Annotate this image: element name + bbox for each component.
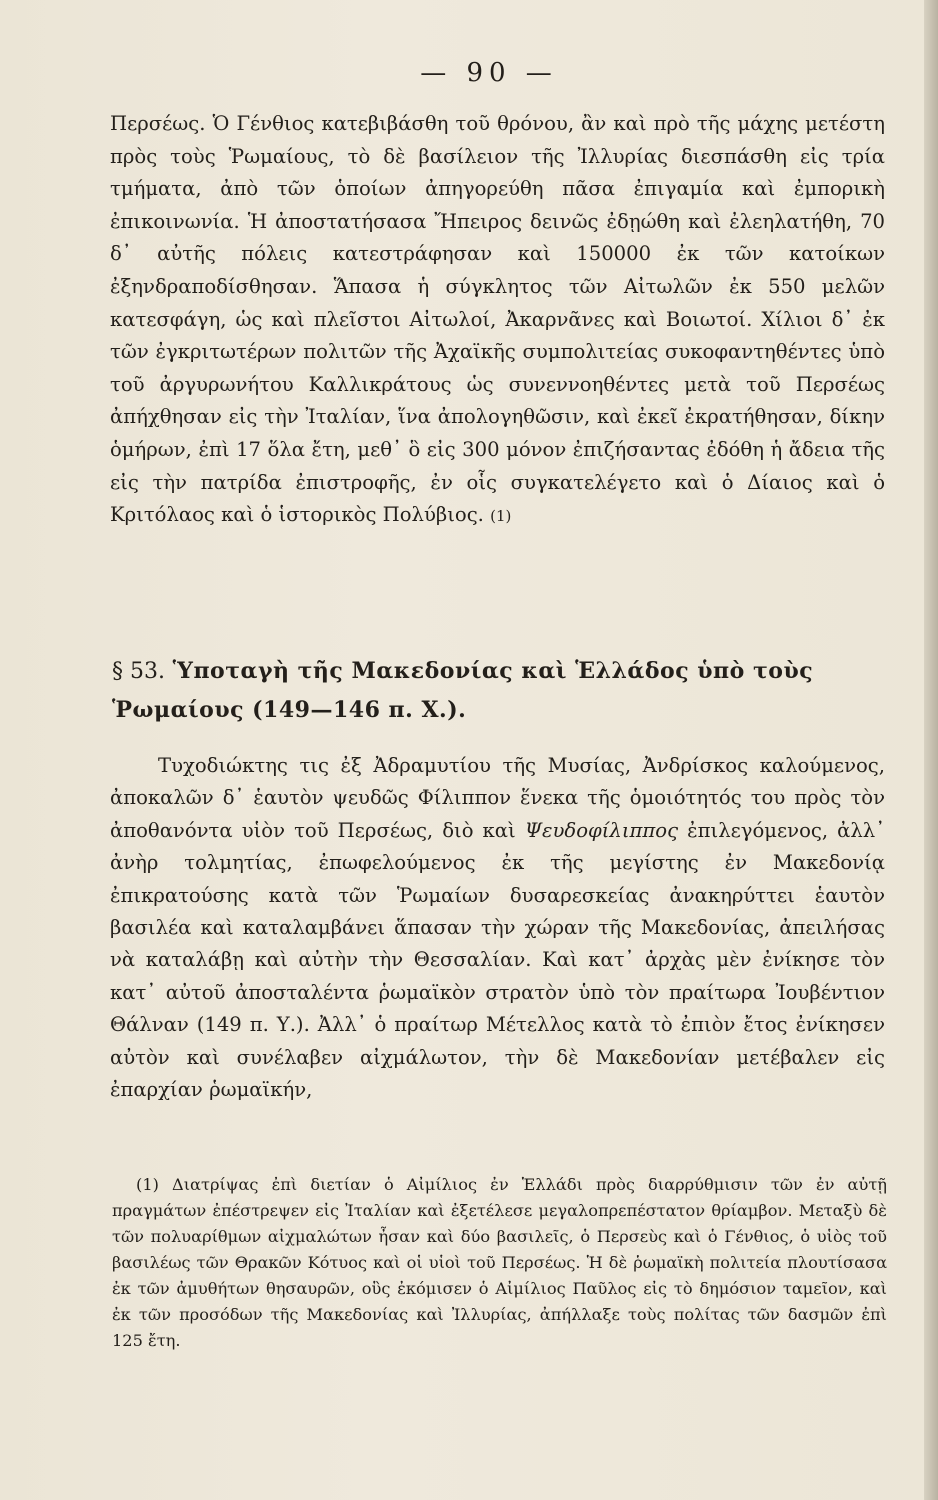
paragraph-1 [110,108,885,533]
paragraph-2-emphasis: Ψευδοφίλιππος [524,818,679,842]
paragraph-1-text: Περσέως. Ὁ Γένθιος κατεβιβάσθη τοῦ θρόνου, ἂν καὶ πρὸ τῆς μάχης μετέστη πρὸς τοὺς Ῥωμαίους, τὸ δὲ βασίλειον τῆς Ἰλλυρίας διεσπάσθη εἰς τρία τμήματα, ἀπὸ τῶν ὁποίων ἀπηγορεύθη πᾶσα ἐπιγαμία καὶ ἐμπορικὴ ἐπικοινωνία. Ἡ ἀποστατήσασα Ἤπειρος δεινῶς ἐδῃώθη καὶ ἐλεηλατήθη, 70 δ᾿ αὐτῆς πόλεις κατεστράφησαν καὶ 150000 ἐκ τῶν κατοίκων ἐξηνδραποδίσθησαν. Ἅπασα ἡ σύγκλητος τῶν Αἰτωλῶν ἐκ 550 μελῶν κατεσφάγη, ὡς καὶ πλεῖστοι Αἰτωλοί, Ἀκαρνᾶνες καὶ Βοιωτοί. Χίλιοι δ᾿ ἐκ τῶν ἐγκριτωτέρων πολιτῶν τῆς Ἀχαϊκῆς συμπολιτείας συκοφαντηθέντες ὑπὸ τοῦ ἀργυρωνήτου Καλλικράτους ὡς συνεννοηθέντες μετὰ τοῦ Περσέως ἀπήχθησαν εἰς τὴν Ἰταλίαν, ἵνα ἀπολογηθῶσιν, καὶ ἐκεῖ ἐκρατήθησαν, δίκην ὁμήρων, ἐπὶ 17 ὅλα ἔτη, μεθ᾿ ὃ εἰς 300 μόνον ἐπιζήσαντας ἐδόθη ἡ ἄδεια τῆς εἰς τὴν πατρίδα ἐπιστροφῆς, ἐν οἷς συγκατελέγετο καὶ ὁ Δίαιος καὶ ὁ Κριτόλαος καὶ ὁ ἱστορικὸς Πολύβιος. [110,112,885,527]
page-edge-shadow [924,0,938,1500]
section-heading [112,652,887,729]
footnote-mark: (1) [136,1175,159,1194]
paragraph-2-text-b: ἐπιλεγόμενος, ἀλλ᾿ ἀνὴρ τολμητίας, ἐπωφελούμενος ἐκ τῆς μεγίστης ἐν Μακεδονίᾳ ἐπικρατούσης κατὰ τῶν Ῥωμαίων δυσαρεσκείας ἀνακηρύττει ἑαυτὸν βασιλέα καὶ καταλαμβάνει ἅπασαν τὴν χώραν τῆς Μακεδονίας, ἀπειλήσας νὰ καταλάβῃ καὶ αὐτὴν τὴν Θεσσαλίαν. Καὶ κατ᾿ ἀρχὰς μὲν ἐνίκησε τὸν κατ᾿ αὐτοῦ ἀποσταλέντα ῥωμαϊκὸν στρατὸν ὑπὸ τὸν πραίτωρα Ἰουβέντιον Θάλναν (149 π. Υ.). Ἀλλ᾿ ὁ πραίτωρ Μέτελλος κατὰ τὸ ἐπιὸν ἔτος ἐνίκησεν αὐτὸν καὶ συνέλαβεν αἰχμάλωτον, τὴν δὲ Μακεδονίαν μετέβαλεν εἰς ἐπαρχίαν ῥωμαϊκήν, [110,818,886,1102]
paragraph-2-text-a: Τυχοδιώκτης τις ἐξ Ἀδραμυτίου τῆς Μυσίας, Ἀνδρίσκος καλούμενος, ἀποκαλῶν δ᾿ ἑαυτὸν ψευδῶς Φίλιππον ἕνεκα τῆς ὁμοιότητός του πρὸς τὸν ἀποθανόντα υἱὸν τοῦ Περσέως, διὸ καὶ [110,754,885,842]
footnote-reference: (1) [490,507,512,526]
footnote-text: Διατρίψας ἐπὶ διετίαν ὁ Αἰμίλιος ἐν Ἑλλάδι πρὸς διαρρύθμισιν τῶν ἐν αὐτῇ πραγμάτων ἐπέστρεψεν εἰς Ἰταλίαν καὶ ἐξετέλεσε μεγαλοπρεπέστατον θρίαμβον. Μεταξὺ δὲ τῶν πολυαρίθμων αἰχμαλώτων ἦσαν καὶ δύο βασιλεῖς, ὁ Περσεὺς καὶ ὁ Γένθιος, ὁ υἱὸς τοῦ βασιλέως τῶν Θρακῶν Κότυος καὶ οἱ υἱοὶ τοῦ Περσέως. Ἡ δὲ ῥωμαϊκὴ πολιτεία πλουτίσασα ἐκ τῶν ἀμυθήτων θησαυρῶν, οὓς ἐκόμισεν ὁ Αἰμίλιος Παῦλος εἰς τὸ δημόσιον ταμεῖον, καὶ ἐκ τῶν προσόδων τῆς Μακεδονίας καὶ Ἰλλυρίας, ἀπήλλαξε τοὺς πολίτας τῶν δασμῶν ἐπὶ 125 ἔτη. [112,1175,887,1350]
section-title: Ὑποταγὴ τῆς Μακεδονίας καὶ Ἑλλάδος ὑπὸ τοὺς Ῥωμαίους (149—146 π. Χ.). [112,658,814,723]
section-number: § 53. [112,659,165,684]
footnote [112,1172,887,1354]
paragraph-2 [110,750,885,1106]
page-number: — 90 — [420,58,558,88]
